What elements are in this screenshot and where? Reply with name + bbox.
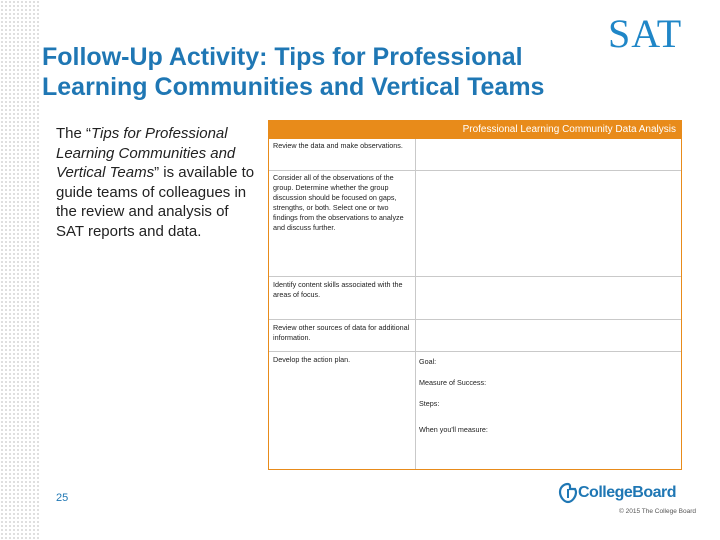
collegeboard-logo	[558, 482, 676, 504]
page-title	[42, 42, 642, 102]
intro-suffix: ” is available to guide teams of colleagues in the review and analysis of SAT reports and data.	[56, 164, 255, 240]
action-plan-steps: Steps:	[419, 399, 440, 408]
intro-prefix: The “	[56, 125, 92, 142]
worksheet-row-label: Develop the action plan.	[273, 355, 351, 364]
worksheet-row-label: Review the data and make observations.	[273, 141, 403, 150]
page-number: 25	[56, 492, 69, 504]
action-plan-measure: Measure of Success:	[419, 378, 487, 387]
worksheet-row-label: Review other sources of data for additional information.	[273, 323, 410, 342]
worksheet-row-consider-observations	[269, 171, 681, 277]
intro-document-title: Tips for Professional Learning Communities and Vertical Teams	[56, 125, 236, 181]
worksheet-row-review-data	[269, 139, 681, 171]
page-title-line-1: Follow-Up Activity: Tips for Professional	[42, 43, 523, 71]
acorn-icon	[558, 482, 578, 504]
intro-paragraph	[56, 124, 256, 241]
worksheet-row-label: Consider all of the observations of the group. Determine whether the group discussion should be focused on gaps, strengths, or both. Select one or two findings from the observations to analyze and discuss further.	[273, 173, 404, 232]
collegeboard-wordmark: CollegeBoard	[578, 484, 677, 501]
page-title-line-2: Learning Communities and Vertical Teams	[42, 73, 545, 101]
dotted-side-border	[0, 0, 40, 540]
worksheet-row-content-skills	[269, 277, 681, 320]
worksheet-row-other-sources	[269, 320, 681, 352]
worksheet-row-label: Identify content skills associated with the areas of focus.	[273, 280, 403, 299]
worksheet-row-action-plan	[269, 352, 681, 471]
action-plan-goal: Goal:	[419, 357, 437, 366]
copyright-notice: © 2015 The College Board	[619, 508, 696, 515]
sat-logo: SAT	[608, 11, 683, 56]
data-analysis-worksheet	[268, 120, 682, 470]
action-plan-when: When you'll measure:	[419, 425, 488, 434]
worksheet-header: Professional Learning Community Data Analysis	[269, 121, 681, 139]
